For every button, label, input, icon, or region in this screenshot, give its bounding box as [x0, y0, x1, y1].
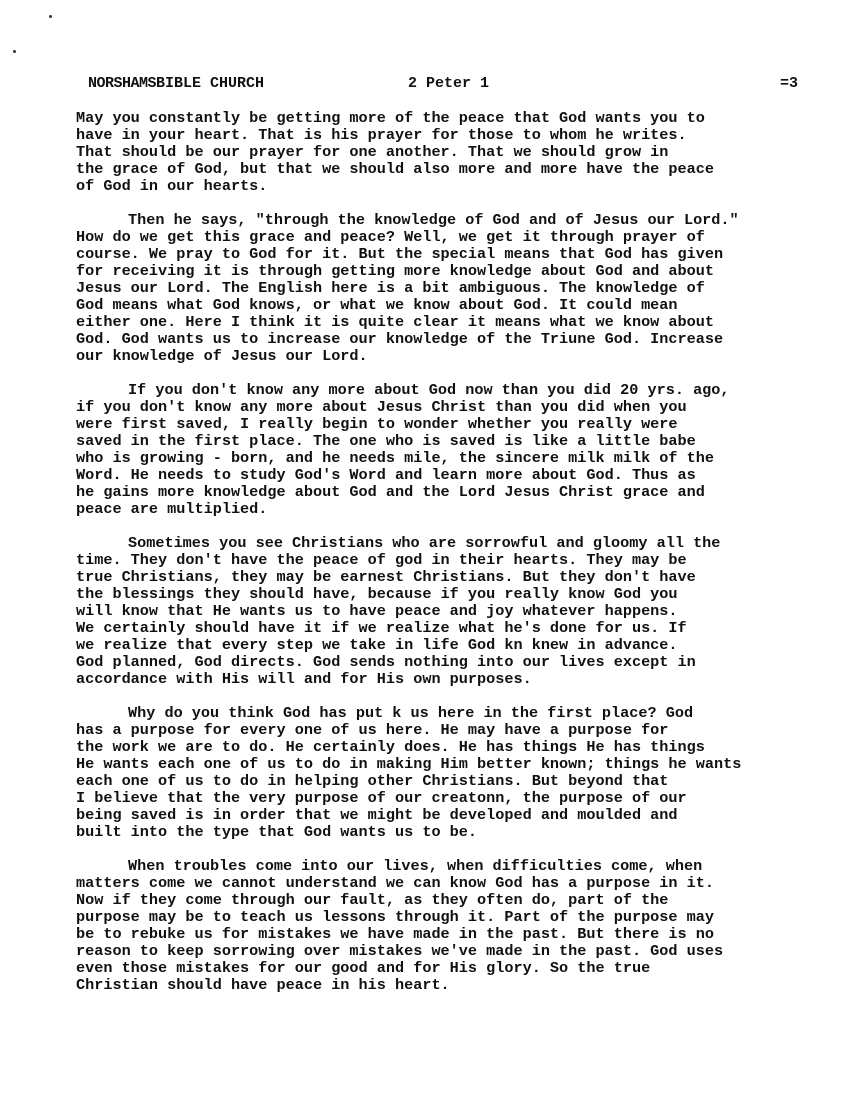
text-line: true Christians, they may be earnest Christians. But they don't have: [76, 568, 696, 586]
scan-speck: [13, 50, 16, 53]
text-line: reason to keep sorrowing over mistakes we've made in the past. God uses: [76, 942, 724, 960]
church-name: [88, 75, 264, 92]
text-line: That should be our prayer for one another. That we should grow in: [76, 143, 669, 161]
text-line: accordance with His will and for His own purposes.: [76, 670, 532, 688]
sermon-body: [76, 110, 816, 1011]
text-line: Why do you think God has put k us here in the first place? God: [128, 704, 694, 722]
page-header: [88, 75, 798, 95]
text-line: being saved is in order that we might be developed and moulded and: [76, 806, 678, 824]
paragraph: [76, 110, 816, 195]
church-name-text: BIBLE CHURCH: [156, 75, 265, 92]
text-line: time. They don't have the peace of god in their hearts. They may be: [76, 551, 687, 569]
text-line: Then he says, "through the knowledge of God and of Jesus our Lord.": [128, 211, 739, 229]
text-line: Jesus our Lord. The English here is a bit ambiguous. The knowledge of: [76, 279, 705, 297]
text-line: for receiving it is through getting more knowledge about God and about: [76, 262, 714, 280]
text-line: matters come we cannot understand we can know God has a purpose in it.: [76, 874, 714, 892]
text-line: Now if they come through our fault, as they often do, part of the: [76, 891, 669, 909]
text-line: He wants each one of us to do in making Him better known; things he wants: [76, 755, 742, 773]
text-line: built into the type that God wants us to be.: [76, 823, 478, 841]
text-line: he gains more knowledge about God and the Lord Jesus Christ grace and: [76, 483, 705, 501]
paragraph: [76, 535, 816, 688]
text-line: our knowledge of Jesus our Lord.: [76, 347, 368, 365]
paragraph: [76, 705, 816, 841]
text-line: saved in the first place. The one who is saved is like a little babe: [76, 432, 696, 450]
struck-text: NORSHAMS: [88, 75, 157, 92]
text-line: either one. Here I think it is quite clear it means what we know about: [76, 313, 714, 331]
text-line: the work we are to do. He certainly does. He has things He has things: [76, 738, 705, 756]
text-line: the blessings they should have, because if you really know God you: [76, 585, 678, 603]
text-line: Christian should have peace in his heart.: [76, 976, 450, 994]
text-line: course. We pray to God for it. But the special means that God has given: [76, 245, 724, 263]
text-line: we realize that every step we take in life God kn knew in advance.: [76, 636, 678, 654]
paragraph: [76, 858, 816, 994]
text-line: be to rebuke us for mistakes we have made in the past. But there is no: [76, 925, 714, 943]
text-line: Word. He needs to study God's Word and learn more about God. Thus as: [76, 466, 696, 484]
text-line: of God in our hearts.: [76, 177, 268, 195]
text-line: Sometimes you see Christians who are sorrowful and gloomy all the: [128, 534, 721, 552]
text-line: has a purpose for every one of us here. He may have a purpose for: [76, 721, 669, 739]
text-line: purpose may be to teach us lessons through it. Part of the purpose may: [76, 908, 714, 926]
text-line: God means what God knows, or what we know about God. It could mean: [76, 296, 678, 314]
text-line: even those mistakes for our good and for His glory. So the true: [76, 959, 651, 977]
text-line: will know that He wants us to have peace and joy whatever happens.: [76, 602, 678, 620]
text-line: When troubles come into our lives, when difficulties come, when: [128, 857, 703, 875]
paragraph: [76, 382, 816, 518]
text-line: God. God wants us to increase our knowledge of the Triune God. Increase: [76, 330, 724, 348]
text-line: If you don't know any more about God now than you did 20 yrs. ago,: [128, 381, 730, 399]
text-line: How do we get this grace and peace? Well, we get it through prayer of: [76, 228, 705, 246]
text-line: the grace of God, but that we should also more and more have the peace: [76, 160, 714, 178]
page-number: =3: [779, 75, 798, 92]
text-line: May you constantly be getting more of the peace that God wants you to: [76, 109, 705, 127]
paragraph: [76, 212, 816, 365]
text-line: were first saved, I really begin to wonder whether you really were: [76, 415, 678, 433]
text-line: God planned, God directs. God sends nothing into our lives except in: [76, 653, 696, 671]
sermon-title: 2 Peter 1: [408, 75, 490, 92]
text-line: We certainly should have it if we realize what he's done for us. If: [76, 619, 687, 637]
text-line: if you don't know any more about Jesus Christ than you did when you: [76, 398, 687, 416]
text-line: I believe that the very purpose of our creatonn, the purpose of our: [76, 789, 687, 807]
text-line: peace are multiplied.: [76, 500, 268, 518]
scan-speck: [49, 15, 52, 18]
text-line: each one of us to do in helping other Christians. But beyond that: [76, 772, 669, 790]
text-line: have in your heart. That is his prayer for those to whom he writes.: [76, 126, 687, 144]
text-line: who is growing - born, and he needs mile, the sincere milk milk of the: [76, 449, 714, 467]
